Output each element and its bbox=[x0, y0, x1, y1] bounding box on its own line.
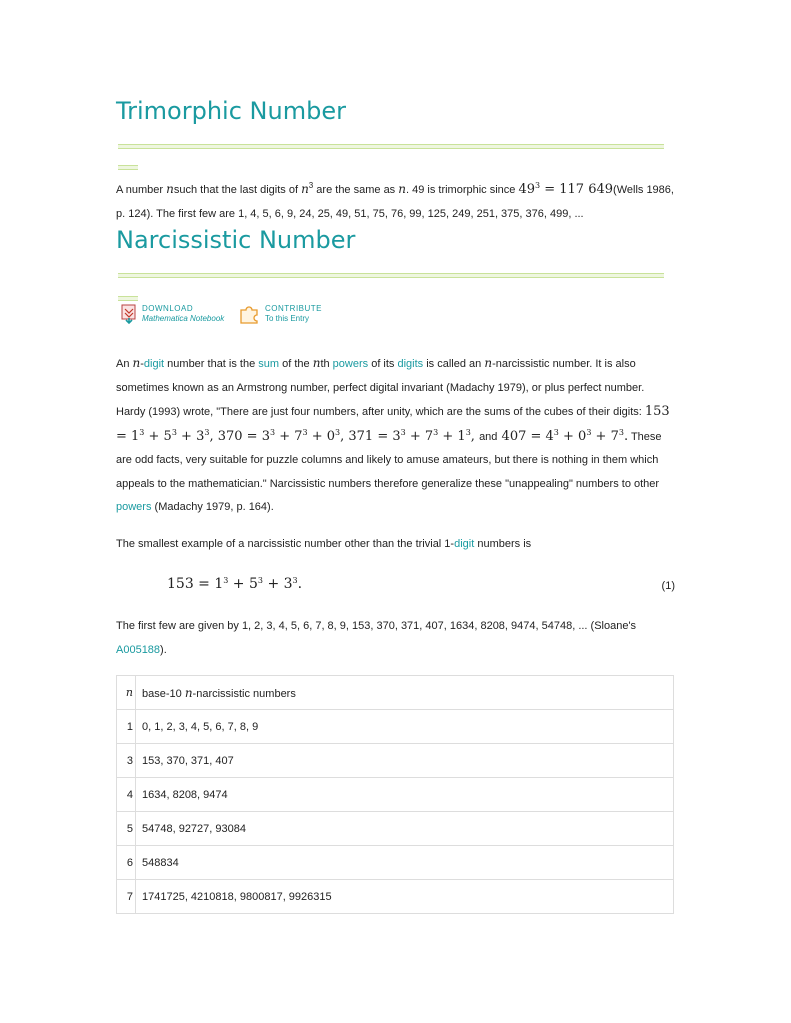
table-row: 4 1634, 8208, 9474 bbox=[117, 778, 674, 812]
table-row: 5 54748, 92727, 93084 bbox=[117, 812, 674, 846]
narcissistic-title: Narcissistic Number bbox=[116, 226, 356, 254]
puzzle-piece-icon bbox=[239, 304, 261, 324]
text: such that the last digits of bbox=[173, 184, 302, 196]
text: (Wells 1986, p. 124). The first few are 1, 4, 5, 6, 9, 24, 25, 49, 51, 75, 76, 99, 125, 249, 251, 375, 376, 499, ... bbox=[116, 184, 674, 220]
narcissistic-table bbox=[116, 675, 674, 914]
smallest-example-text: The smallest example of a narcissistic number other than the trivial 1-digit numbers is bbox=[116, 538, 532, 550]
table-row: 7 1741725, 4210818, 9800817, 9926315 bbox=[117, 880, 674, 914]
equation-number: (1) bbox=[661, 580, 675, 592]
download-notebook-button[interactable] bbox=[120, 304, 224, 324]
sum-link[interactable]: sum bbox=[258, 358, 280, 370]
equation-1: $153 = 1^3 + 5^3 + 3^3$. bbox=[167, 576, 303, 592]
math-n: n bbox=[398, 182, 406, 196]
cube-sum-equations: $153 = 1^3 + 5^3 + 3^3$, $370 = 3^3 + 7^3 + 0^3$, $371 = 3^3 + 7^3 + 1^3$, bbox=[116, 404, 670, 444]
notebook-download-icon bbox=[120, 304, 138, 324]
trimorphic-definition bbox=[116, 178, 676, 226]
table-row: 3 153, 370, 371, 407 bbox=[117, 744, 674, 778]
header-n: n bbox=[117, 676, 136, 710]
first-few-text: The first few are given by 1, 2, 3, 4, 5, 6, 7, 8, 9, 153, 370, 371, 407, 1634, 8208, 9474, 54748, ... (Sloane's A005188). bbox=[116, 620, 637, 656]
powers-link[interactable]: powers bbox=[332, 358, 369, 370]
contribute-sublabel: To this Entry bbox=[265, 314, 310, 323]
title-rule bbox=[118, 144, 664, 149]
math-n: n bbox=[166, 182, 174, 196]
digit-link[interactable]: digit bbox=[143, 358, 165, 370]
download-label: DOWNLOAD bbox=[142, 304, 194, 313]
trimorphic-title: Trimorphic Number bbox=[116, 97, 346, 125]
exponent: 3 bbox=[308, 181, 314, 190]
oeis-link[interactable]: A005188 bbox=[116, 643, 161, 656]
title-rule bbox=[118, 273, 664, 278]
contribute-button[interactable] bbox=[239, 304, 322, 324]
download-sublabel: Mathematica Notebook bbox=[142, 314, 225, 323]
trimorphic-equation: $49^3 = 117$ 649 bbox=[518, 181, 614, 197]
title-rule-short bbox=[118, 165, 138, 170]
text: . 49 is trimorphic since bbox=[405, 184, 519, 196]
powers-link[interactable]: powers bbox=[116, 501, 152, 513]
digit-link[interactable]: digit bbox=[454, 538, 475, 550]
title-rule-short bbox=[118, 296, 138, 301]
math-n: n bbox=[301, 182, 309, 196]
table-row: 6 548834 bbox=[117, 846, 674, 880]
text: are the same as bbox=[313, 184, 399, 196]
contribute-label: CONTRIBUTE bbox=[265, 304, 322, 313]
table-header bbox=[117, 676, 674, 710]
text: A number bbox=[116, 184, 167, 196]
header-desc: base-10 n-narcissistic numbers bbox=[136, 676, 674, 710]
narcissistic-definition: An n-digit number that is the sum of the nth powers of its digits is called an n-narcissistic number. It is also sometimes known as an Armstrong number, perfect digital invariant (Madachy 1979), or plus perfect number. Hardy (1993) wrote, "There are just four numbers, after unity, which are the sums of the cubes of their digits: $153 = 1^3 + 5^3 + 3^3$, $370 = 3^3 + 7^3 + 0^3$, $371 = 3^3 + 7^3 + 1^3$, and $407 = 4^3 + 0^3 + 7^3$. These are odd facts, very suitable for puzzle columns and likely to amuse amateurs, but there is nothing in them which appeals to the mathematician." Narcissistic numbers therefore generalize these "unappealing" numbers to other powers (Madachy 1979, p. 164). bbox=[116, 356, 670, 513]
digits-link[interactable]: digits bbox=[397, 358, 424, 370]
table-row: 1 0, 1, 2, 3, 4, 5, 6, 7, 8, 9 bbox=[117, 710, 674, 744]
